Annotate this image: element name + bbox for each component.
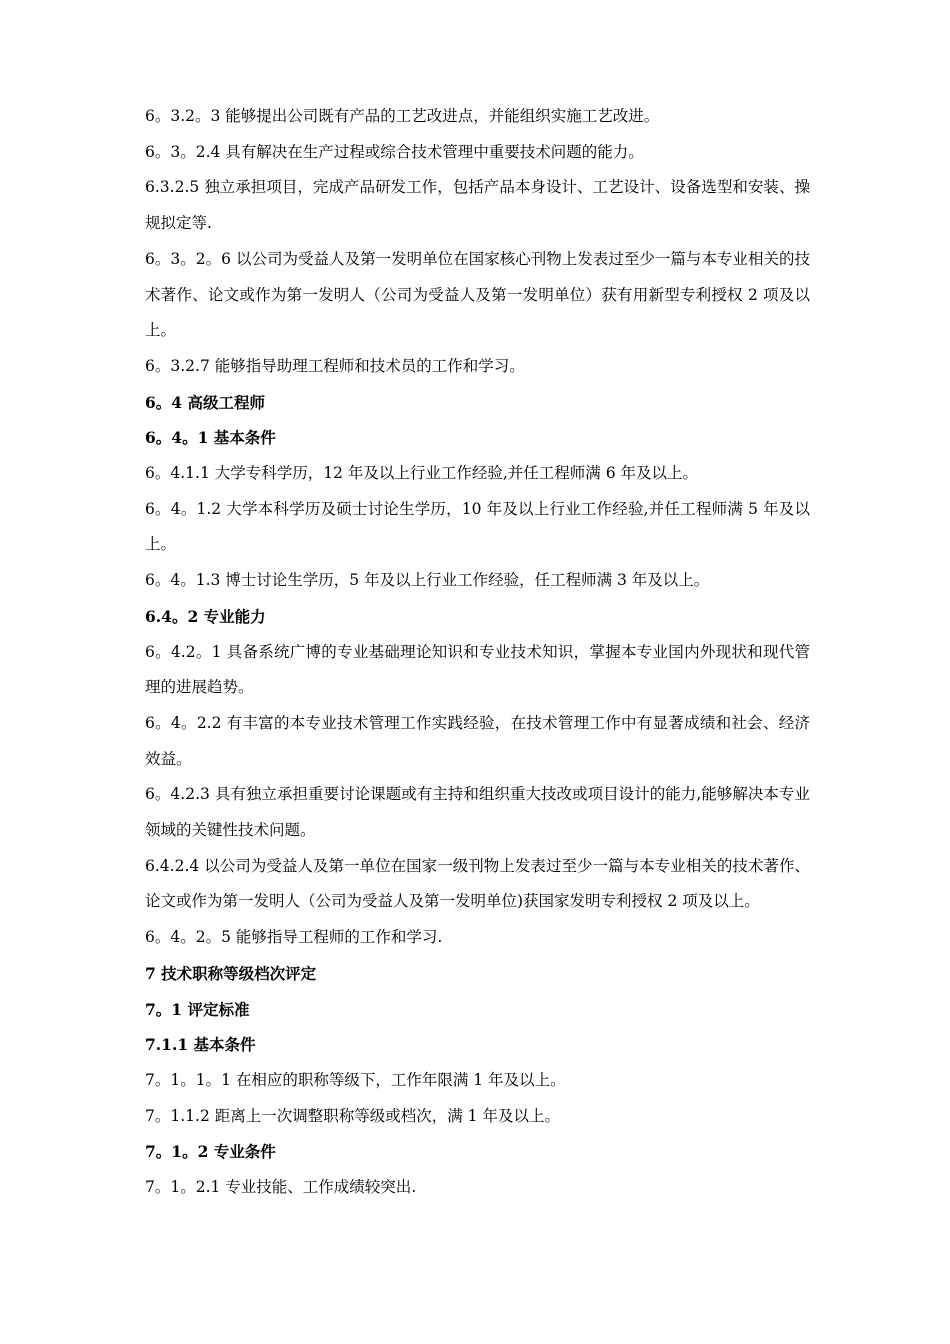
paragraph: 7。1。2.1 专业技能、工作成绩较突出. <box>145 1178 417 1197</box>
paragraph: 6。4。1.2 大学本科学历及硕士讨论生学历，10 年及以上行业工作经验,并任工程师满 5 年及以上。 <box>145 499 810 554</box>
paragraph: 6。4。2.2 有丰富的本专业技术管理工作实践经验，在技术管理工作中有显著成绩和社会、经济效益。 <box>145 713 810 768</box>
section-heading: 7 技术职称等级档次评定 <box>145 963 317 983</box>
paragraph: 6。4.2。1 具备系统广博的专业基础理论知识和专业技术知识，掌握本专业国内外现状和现代管理的进展趋势。 <box>145 642 810 697</box>
paragraph: 7。1.1.2 距离上一次调整职称等级或档次，满 1 年及以上。 <box>145 1106 560 1125</box>
paragraph: 6.3.2.5 独立承担项目，完成产品研发工作，包括产品本身设计、工艺设计、设备选型和安装、操规拟定等. <box>145 178 810 233</box>
paragraph: 6。3.2.7 能够指导助理工程师和技术员的工作和学习。 <box>145 356 525 375</box>
paragraph: 6.4.2.4 以公司为受益人及第一单位在国家一级刊物上发表过至少一篇与本专业相关的技术著作、论文或作为第一发明人（公司为受益人及第一发明单位)获国家发明专利授权 2 项及以上。 <box>145 856 810 911</box>
section-heading: 6。4 高级工程师 <box>145 392 265 412</box>
subsection-heading: 7。1 评定标准 <box>145 999 250 1019</box>
paragraph: 6。4。1.3 博士讨论生学历，5 年及以上行业工作经验，任工程师满 3 年及以上。 <box>145 571 710 590</box>
paragraph: 6。4。2。5 能够指导工程师的工作和学习. <box>145 928 443 947</box>
paragraph: 6。3.2。3 能够提出公司既有产品的工艺改进点，并能组织实施工艺改进。 <box>145 107 660 125</box>
paragraph: 7。1。1。1 在相应的职称等级下，工作年限满 1 年及以上。 <box>145 1070 566 1089</box>
paragraph: 6。3。2。6 以公司为受益人及第一发明单位在国家核心刊物上发表过至少一篇与本专业相关的技术著作、论文或作为第一发明人（公司为受益人及第一发明单位）获有用新型专利授权 2 项及以上。 <box>145 249 810 340</box>
paragraph: 6。4.1.1 大学专科学历，12 年及以上行业工作经验,并任工程师满 6 年及以上。 <box>145 464 699 483</box>
subsection-heading: 7。1。2 专业条件 <box>145 1142 276 1162</box>
paragraph: 6。4.2.3 具有独立承担重要讨论课题或有主持和组织重大技改或项目设计的能力,能够解决本专业领域的关键性技术问题。 <box>145 785 810 840</box>
paragraph: 6。3。2.4 具有解决在生产过程或综合技术管理中重要技术问题的能力。 <box>145 142 644 161</box>
subsection-heading: 6。4。1 基本条件 <box>145 428 276 448</box>
subsection-heading: 7.1.1 基本条件 <box>145 1035 256 1055</box>
subsection-heading: 6.4。2 专业能力 <box>145 606 266 626</box>
document-body <box>145 99 810 1206</box>
